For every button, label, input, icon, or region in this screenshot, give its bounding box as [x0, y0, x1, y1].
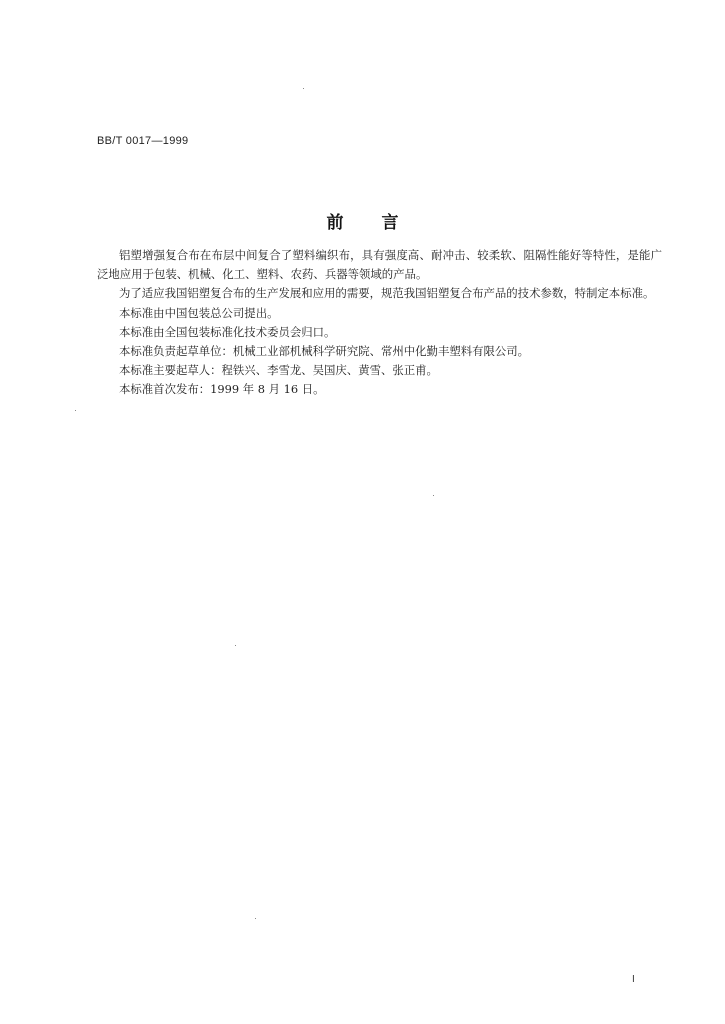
scan-speck	[433, 495, 434, 496]
standard-number: BB/T 0017—1999	[97, 135, 189, 147]
scan-speck	[75, 410, 76, 411]
paragraph-drafters: 本标准主要起草人：程铁兴、李雪龙、吴国庆、黄雪、张正甫。	[119, 363, 438, 378]
foreword-body	[97, 246, 662, 400]
paragraph-first-issued: 本标准首次发布：1999 年 8 月 16 日。	[119, 382, 325, 397]
scan-speck	[255, 918, 256, 919]
page-number: I	[632, 974, 635, 985]
paragraph-drafting-units: 本标准负责起草单位：机械工业部机械科学研究院、常州中化勤丰塑料有限公司。	[119, 344, 530, 359]
paragraph-administered-by: 本标准由全国包装标准化技术委员会归口。	[119, 324, 336, 339]
paragraph-proposed-by: 本标准由中国包装总公司提出。	[119, 305, 279, 320]
page-title: 前言	[326, 213, 437, 233]
scan-speck	[303, 88, 304, 89]
paragraph-purpose: 为了适应我国铝塑复合布的生产发展和应用的需要，规范我国铝塑复合布产品的技术参数，特制定本标准。	[119, 286, 655, 301]
paragraph-product-description: 铝塑增强复合布在布层中间复合了塑料编织布，具有强度高、耐冲击、较柔软、阻隔性能好等特性，是能广泛地应用于包装、机械、化工、塑料、农药、兵器等领域的产品。	[97, 248, 662, 282]
scan-speck	[235, 645, 236, 646]
